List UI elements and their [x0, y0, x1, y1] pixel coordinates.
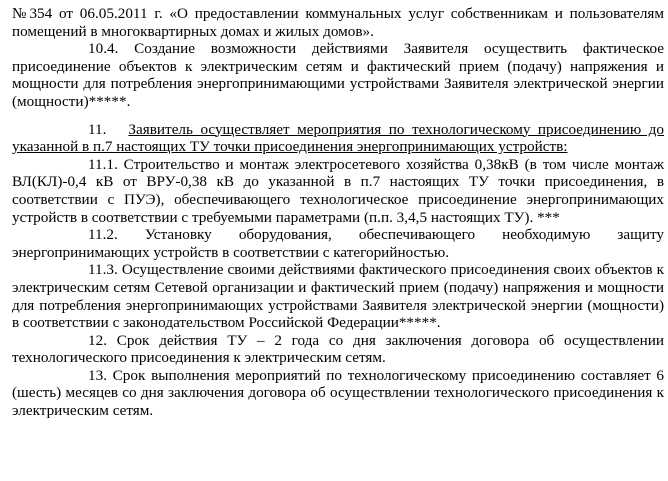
paragraph-resolution-reference: №354 от 06.05.2011 г. «О предоставлении коммунальных услуг собственникам и пользователям помещений в многоквартирных домах и жилых домов».: [12, 5, 664, 40]
paragraph-gap: [12, 111, 664, 121]
paragraph-11-2: 11.2. Установку оборудования, обеспечивающего необходимую защиту энергопринимающих устройств в соответствии с категорийностью.: [12, 226, 664, 261]
paragraph-13: 13. Срок выполнения мероприятий по технологическому присоединению составляет 6 (шесть) месяцев со дня заключения договора об осуществлении технологического присоединения к электрическим сетям.: [12, 366, 664, 420]
paragraph-11-number: 11.: [88, 120, 107, 138]
paragraph-11-text: Заявитель осуществляет мероприятия по технологическому присоединению до указанной в п.7 настоящих ТУ точки присоединения энергопринимающих устройств:: [12, 120, 664, 156]
paragraph-11-3: 11.3. Осуществление своими действиями фактического присоединения своих объектов к электрическим сетям Сетевой организации и фактический прием (подачу) напряжения и мощности для потребления энергопринимающих устройствами Заявителя электрической энергии (мощности) в соответствии с законодательством Российской Федерации*****.: [12, 261, 664, 332]
paragraph-11-1: 11.1. Строительство и монтаж электросетевого хозяйства 0,38кВ (в том числе монтаж ВЛ(КЛ)-0,4 кВ от ВРУ-0,38 кВ до указанной в п.7 настоящих ТУ точки присоединения, в соответствии с ПУЭ), обеспечивающего технологическое присоединение энергопринимающих устройств в соответствии с требуемыми параметрами (п.п. 3,4,5 настоящих ТУ). ***: [12, 155, 664, 226]
paragraph-10-4: 10.4. Создание возможности действиями Заявителя осуществить фактическое присоединение объектов к электрическим сетям и фактический прием (подачу) напряжения и мощности для потребления энергопринимающими устройствами Заявителя электрической энергии (мощности)*****.: [12, 40, 664, 110]
paragraph-12: 12. Срок действия ТУ – 2 года со дня заключения договора об осуществлении технологического присоединения к электрическим сетям.: [12, 331, 664, 367]
paragraph-11: [12, 121, 664, 156]
document-page: [12, 5, 664, 420]
